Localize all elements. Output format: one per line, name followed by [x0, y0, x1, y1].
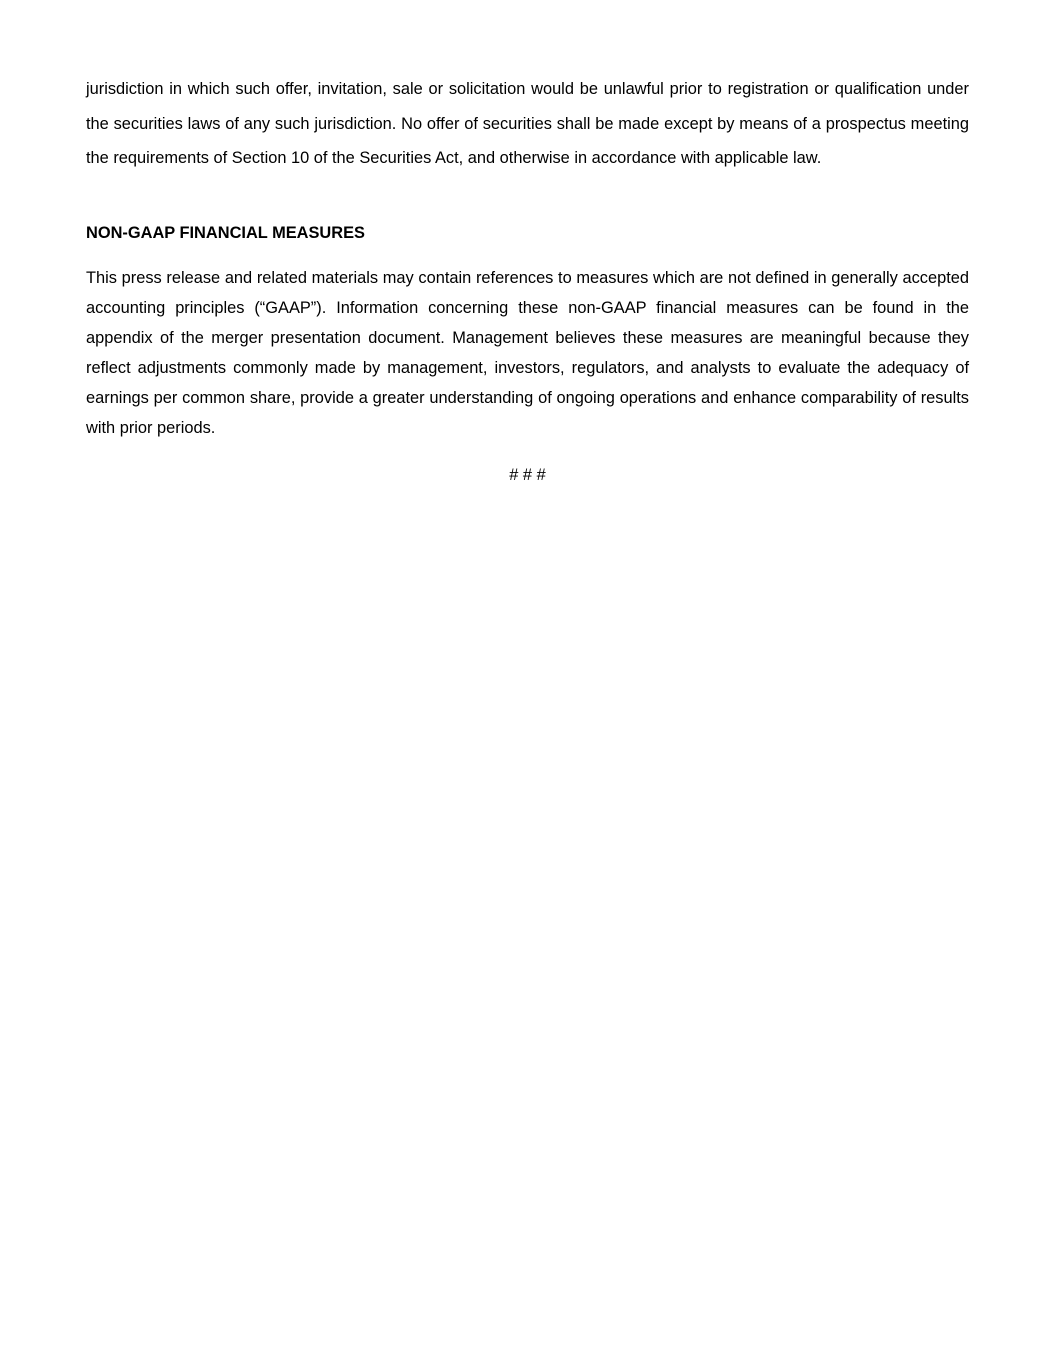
section-heading: NON-GAAP FINANCIAL MEASURES [86, 224, 365, 242]
legal-disclaimer-paragraph: jurisdiction in which such offer, invitation, sale or solicitation would be unlawful prior to registration or qualification under the securities laws of any such jurisdiction. No offer of securities shall be made except by means of a prospectus meeting the requirements of Section 10 of the Securities Act, and otherwise in accordance with applicable law. [86, 80, 969, 167]
non-gaap-paragraph: This press release and related materials may contain references to measures which are not defined in generally accepted accounting principles (“GAAP”). Information concerning these non-GAAP financial measures can be found in the appendix of the merger presentation document. Management believes these measures are meaningful because they reflect adjustments commonly made by management, investors, regulators, and analysts to evaluate the adequacy of earnings per common share, provide a greater understanding of ongoing operations and enhance comparability of results with prior periods. [86, 269, 969, 437]
end-of-release-mark: # # # [509, 466, 546, 484]
